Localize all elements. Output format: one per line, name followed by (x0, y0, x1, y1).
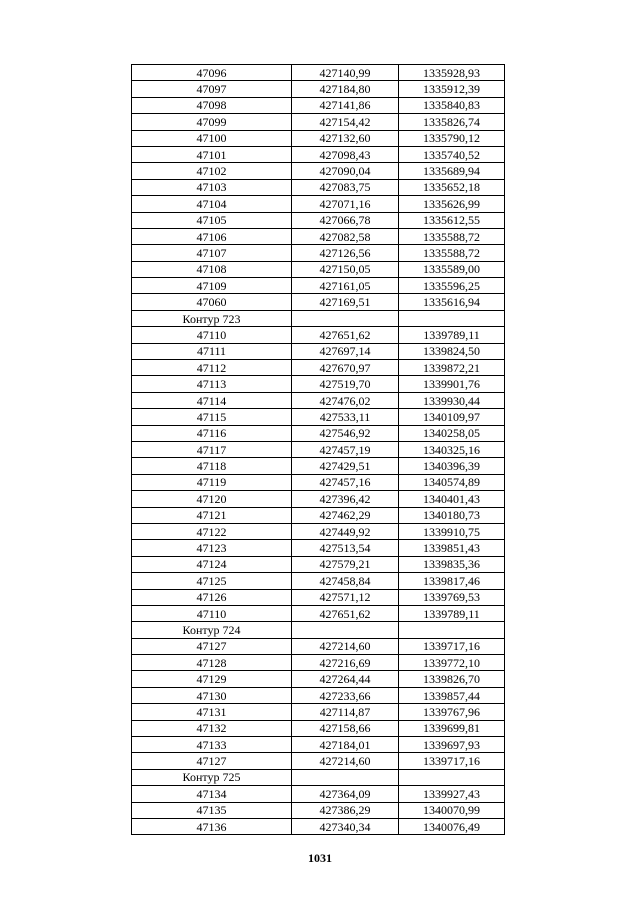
x-coordinate-cell: 427090,04 (292, 163, 399, 179)
x-coordinate-cell: 427386,29 (292, 802, 399, 818)
coordinates-table-body (132, 65, 505, 835)
contour-label: Контур 725 (132, 769, 292, 785)
table-row (132, 294, 505, 310)
y-coordinate-cell: 1340325,16 (399, 441, 505, 457)
point-id-cell: 47120 (132, 491, 292, 507)
point-id-cell: 47107 (132, 245, 292, 261)
point-id-cell: 47060 (132, 294, 292, 310)
page-number: 1031 (308, 851, 332, 865)
y-coordinate-cell: 1335626,99 (399, 196, 505, 212)
table-row (132, 687, 505, 703)
x-coordinate-cell: 427098,43 (292, 146, 399, 162)
point-id-cell: 47113 (132, 376, 292, 392)
point-id-cell: 47097 (132, 81, 292, 97)
contour-label: Контур 723 (132, 310, 292, 326)
x-coordinate-cell: 427429,51 (292, 458, 399, 474)
x-coordinate-cell: 427066,78 (292, 212, 399, 228)
point-id-cell: 47122 (132, 523, 292, 539)
point-id-cell: 47126 (132, 589, 292, 605)
x-coordinate-cell: 427083,75 (292, 179, 399, 195)
table-row (132, 818, 505, 834)
x-coordinate-cell: 427457,16 (292, 474, 399, 490)
point-id-cell: 47132 (132, 720, 292, 736)
table-row (132, 753, 505, 769)
empty-cell (292, 622, 399, 638)
y-coordinate-cell: 1339930,44 (399, 392, 505, 408)
table-row (132, 196, 505, 212)
x-coordinate-cell: 427154,42 (292, 114, 399, 130)
y-coordinate-cell: 1340258,05 (399, 425, 505, 441)
x-coordinate-cell: 427458,84 (292, 573, 399, 589)
table-row (132, 392, 505, 408)
x-coordinate-cell: 427114,87 (292, 704, 399, 720)
table-row (132, 474, 505, 490)
point-id-cell: 47102 (132, 163, 292, 179)
x-coordinate-cell: 427141,86 (292, 97, 399, 113)
table-row (132, 737, 505, 753)
x-coordinate-cell: 427457,19 (292, 441, 399, 457)
x-coordinate-cell: 427184,80 (292, 81, 399, 97)
point-id-cell: 47103 (132, 179, 292, 195)
table-row (132, 458, 505, 474)
table-row (132, 327, 505, 343)
empty-cell (399, 622, 505, 638)
table-row (132, 228, 505, 244)
point-id-cell: 47119 (132, 474, 292, 490)
table-row (132, 376, 505, 392)
y-coordinate-cell: 1339927,43 (399, 786, 505, 802)
point-id-cell: 47112 (132, 360, 292, 376)
y-coordinate-cell: 1339697,93 (399, 737, 505, 753)
table-row (132, 261, 505, 277)
point-id-cell: 47096 (132, 65, 292, 81)
point-id-cell: 47124 (132, 556, 292, 572)
y-coordinate-cell: 1339817,46 (399, 573, 505, 589)
x-coordinate-cell: 427126,56 (292, 245, 399, 261)
y-coordinate-cell: 1339826,70 (399, 671, 505, 687)
y-coordinate-cell: 1339835,36 (399, 556, 505, 572)
table-row (132, 655, 505, 671)
x-coordinate-cell: 427161,05 (292, 278, 399, 294)
x-coordinate-cell: 427132,60 (292, 130, 399, 146)
y-coordinate-cell: 1335652,18 (399, 179, 505, 195)
y-coordinate-cell: 1339789,11 (399, 327, 505, 343)
table-row (132, 278, 505, 294)
table-row (132, 540, 505, 556)
y-coordinate-cell: 1335840,83 (399, 97, 505, 113)
y-coordinate-cell: 1335928,93 (399, 65, 505, 81)
point-id-cell: 47129 (132, 671, 292, 687)
y-coordinate-cell: 1340574,89 (399, 474, 505, 490)
table-row (132, 507, 505, 523)
table-row (132, 360, 505, 376)
table-row (132, 343, 505, 359)
x-coordinate-cell: 427449,92 (292, 523, 399, 539)
y-coordinate-cell: 1335612,55 (399, 212, 505, 228)
point-id-cell: 47127 (132, 638, 292, 654)
y-coordinate-cell: 1339699,81 (399, 720, 505, 736)
table-row (132, 573, 505, 589)
table-row (132, 491, 505, 507)
x-coordinate-cell: 427169,51 (292, 294, 399, 310)
x-coordinate-cell: 427396,42 (292, 491, 399, 507)
table-row (132, 97, 505, 113)
y-coordinate-cell: 1339857,44 (399, 687, 505, 703)
y-coordinate-cell: 1339824,50 (399, 343, 505, 359)
x-coordinate-cell: 427513,54 (292, 540, 399, 556)
x-coordinate-cell: 427150,05 (292, 261, 399, 277)
table-row (132, 163, 505, 179)
point-id-cell: 47099 (132, 114, 292, 130)
x-coordinate-cell: 427670,97 (292, 360, 399, 376)
x-coordinate-cell: 427651,62 (292, 605, 399, 621)
point-id-cell: 47116 (132, 425, 292, 441)
y-coordinate-cell: 1335790,12 (399, 130, 505, 146)
y-coordinate-cell: 1340076,49 (399, 818, 505, 834)
table-row (132, 589, 505, 605)
point-id-cell: 47098 (132, 97, 292, 113)
point-id-cell: 47110 (132, 327, 292, 343)
table-row (132, 556, 505, 572)
point-id-cell: 47136 (132, 818, 292, 834)
y-coordinate-cell: 1340070,99 (399, 802, 505, 818)
x-coordinate-cell: 427579,21 (292, 556, 399, 572)
y-coordinate-cell: 1335740,52 (399, 146, 505, 162)
contour-label: Контур 724 (132, 622, 292, 638)
table-row (132, 704, 505, 720)
point-id-cell: 47123 (132, 540, 292, 556)
point-id-cell: 47131 (132, 704, 292, 720)
x-coordinate-cell: 427214,60 (292, 638, 399, 654)
table-row (132, 605, 505, 621)
table-row (132, 81, 505, 97)
y-coordinate-cell: 1340396,39 (399, 458, 505, 474)
table-row (132, 212, 505, 228)
x-coordinate-cell: 427364,09 (292, 786, 399, 802)
point-id-cell: 47114 (132, 392, 292, 408)
table-row (132, 409, 505, 425)
point-id-cell: 47101 (132, 146, 292, 162)
y-coordinate-cell: 1339769,53 (399, 589, 505, 605)
table-row (132, 720, 505, 736)
y-coordinate-cell: 1339767,96 (399, 704, 505, 720)
table-row (132, 130, 505, 146)
x-coordinate-cell: 427216,69 (292, 655, 399, 671)
table-row (132, 146, 505, 162)
contour-header-row (132, 769, 505, 785)
y-coordinate-cell: 1340109,97 (399, 409, 505, 425)
x-coordinate-cell: 427462,29 (292, 507, 399, 523)
y-coordinate-cell: 1339717,16 (399, 753, 505, 769)
x-coordinate-cell: 427340,34 (292, 818, 399, 834)
x-coordinate-cell: 427533,11 (292, 409, 399, 425)
point-id-cell: 47117 (132, 441, 292, 457)
point-id-cell: 47127 (132, 753, 292, 769)
y-coordinate-cell: 1339910,75 (399, 523, 505, 539)
empty-cell (399, 310, 505, 326)
point-id-cell: 47100 (132, 130, 292, 146)
table-row (132, 179, 505, 195)
empty-cell (292, 310, 399, 326)
coordinates-table (131, 64, 505, 835)
y-coordinate-cell: 1339851,43 (399, 540, 505, 556)
x-coordinate-cell: 427184,01 (292, 737, 399, 753)
y-coordinate-cell: 1335616,94 (399, 294, 505, 310)
point-id-cell: 47133 (132, 737, 292, 753)
x-coordinate-cell: 427214,60 (292, 753, 399, 769)
x-coordinate-cell: 427651,62 (292, 327, 399, 343)
point-id-cell: 47104 (132, 196, 292, 212)
x-coordinate-cell: 427519,70 (292, 376, 399, 392)
x-coordinate-cell: 427233,66 (292, 687, 399, 703)
y-coordinate-cell: 1339789,11 (399, 605, 505, 621)
point-id-cell: 47111 (132, 343, 292, 359)
y-coordinate-cell: 1335588,72 (399, 245, 505, 261)
y-coordinate-cell: 1335588,72 (399, 228, 505, 244)
table-row (132, 425, 505, 441)
x-coordinate-cell: 427476,02 (292, 392, 399, 408)
y-coordinate-cell: 1335596,25 (399, 278, 505, 294)
x-coordinate-cell: 427546,92 (292, 425, 399, 441)
y-coordinate-cell: 1339901,76 (399, 376, 505, 392)
contour-header-row (132, 622, 505, 638)
point-id-cell: 47118 (132, 458, 292, 474)
table-row (132, 671, 505, 687)
y-coordinate-cell: 1335589,00 (399, 261, 505, 277)
empty-cell (399, 769, 505, 785)
table-row (132, 245, 505, 261)
x-coordinate-cell: 427082,58 (292, 228, 399, 244)
y-coordinate-cell: 1335826,74 (399, 114, 505, 130)
y-coordinate-cell: 1340401,43 (399, 491, 505, 507)
point-id-cell: 47134 (132, 786, 292, 802)
x-coordinate-cell: 427158,66 (292, 720, 399, 736)
point-id-cell: 47115 (132, 409, 292, 425)
point-id-cell: 47128 (132, 655, 292, 671)
table-row (132, 441, 505, 457)
table-row (132, 523, 505, 539)
point-id-cell: 47121 (132, 507, 292, 523)
point-id-cell: 47135 (132, 802, 292, 818)
contour-header-row (132, 310, 505, 326)
point-id-cell: 47110 (132, 605, 292, 621)
point-id-cell: 47130 (132, 687, 292, 703)
x-coordinate-cell: 427071,16 (292, 196, 399, 212)
y-coordinate-cell: 1340180,73 (399, 507, 505, 523)
point-id-cell: 47106 (132, 228, 292, 244)
point-id-cell: 47125 (132, 573, 292, 589)
x-coordinate-cell: 427140,99 (292, 65, 399, 81)
y-coordinate-cell: 1339772,10 (399, 655, 505, 671)
x-coordinate-cell: 427264,44 (292, 671, 399, 687)
table-row (132, 114, 505, 130)
point-id-cell: 47108 (132, 261, 292, 277)
point-id-cell: 47105 (132, 212, 292, 228)
x-coordinate-cell: 427571,12 (292, 589, 399, 605)
table-row (132, 65, 505, 81)
empty-cell (292, 769, 399, 785)
y-coordinate-cell: 1339717,16 (399, 638, 505, 654)
y-coordinate-cell: 1339872,21 (399, 360, 505, 376)
table-row (132, 638, 505, 654)
x-coordinate-cell: 427697,14 (292, 343, 399, 359)
table-row (132, 802, 505, 818)
point-id-cell: 47109 (132, 278, 292, 294)
y-coordinate-cell: 1335912,39 (399, 81, 505, 97)
y-coordinate-cell: 1335689,94 (399, 163, 505, 179)
table-row (132, 786, 505, 802)
